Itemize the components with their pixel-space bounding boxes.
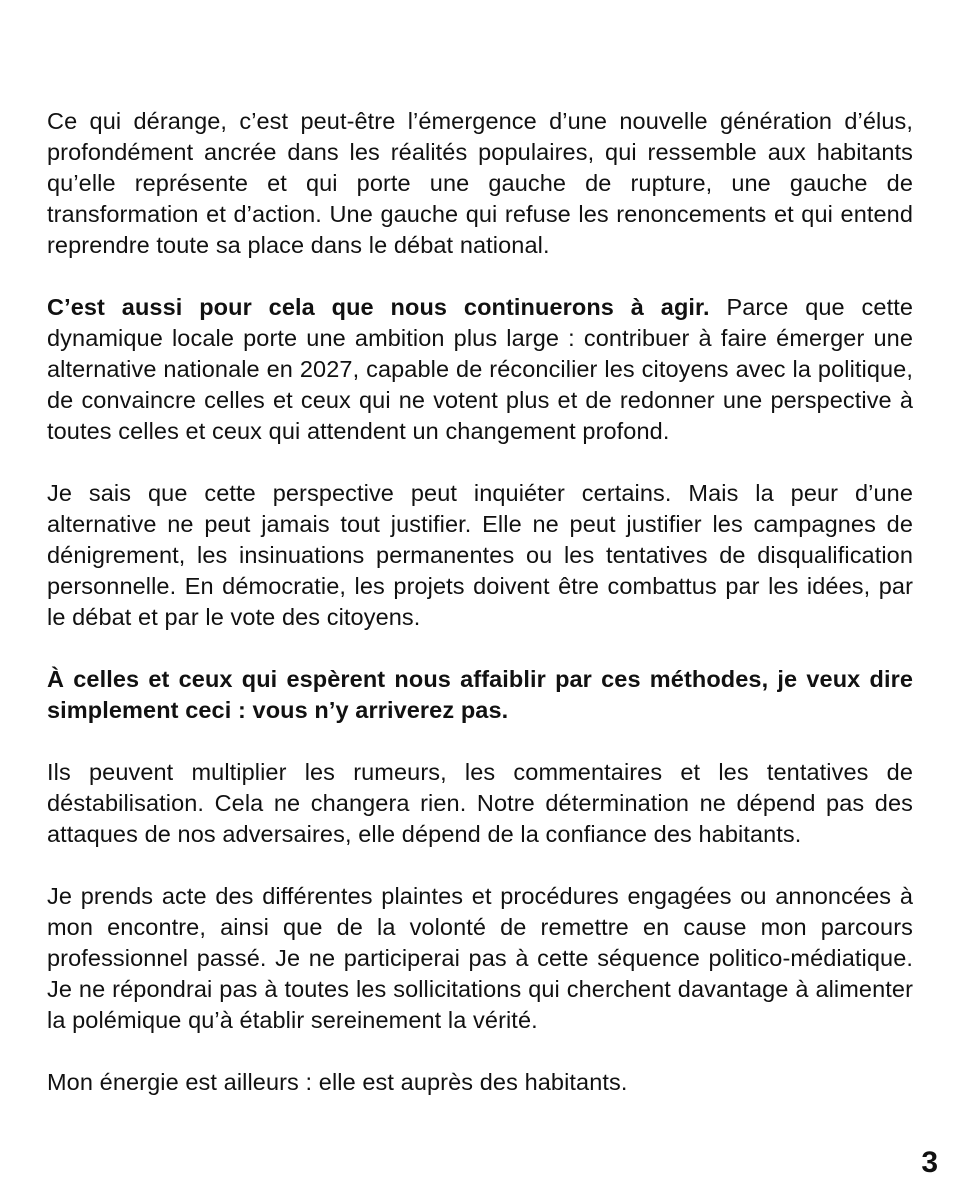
document-body [47,106,913,1129]
paragraph-1-text: Ce qui dérange, c’est peut-être l’émergence d’une nouvelle génération d’élus, profondément ancrée dans les réalités populaires, qui ressemble aux habitants qu’elle représente et qui porte une gauche de rupture, une gauche de transformation et d’action. Une gauche qui refuse les renoncements et qui entend reprendre toute sa place dans le débat national. [47,108,913,258]
paragraph-3-text: Je sais que cette perspective peut inquiéter certains. Mais la peur d’une alternative ne peut jamais tout justifier. Elle ne peut justifier les campagnes de dénigrement, les insinuations permanentes ou les tentatives de disqualification personnelle. En démocratie, les projets doivent être combattus par les idées, par le débat et par le vote des citoyens. [47,480,913,630]
paragraph-4-lead: À celles et ceux qui espèrent nous affaiblir par ces méthodes, je veux dire simplement ceci : vous n’y arriverez pas. [47,666,913,723]
paragraph-6 [47,881,913,1036]
paragraph-7 [47,1067,913,1098]
paragraph-2-lead: C’est aussi pour cela que nous continuerons à agir. [47,294,710,320]
paragraph-6-text: Je prends acte des différentes plaintes et procédures engagées ou annoncées à mon encontre, ainsi que de la volonté de remettre en cause mon parcours professionnel passé. Je ne participerai pas à cette séquence politico-médiatique. Je ne répondrai pas à toutes les sollicitations qui cherchent davantage à alimenter la polémique qu’à établir sereinement la vérité. [47,883,913,1033]
paragraph-2-text: Parce que cette dynamique locale porte une ambition plus large : contribuer à faire émerger une alternative nationale en 2027, capable de réconcilier les citoyens avec la politique, de convaincre celles et ceux qui ne votent plus et de redonner une perspective à toutes celles et ceux qui attendent un changement profond. [47,294,913,444]
paragraph-2 [47,292,913,447]
paragraph-5 [47,757,913,850]
page-number: 3 [921,1146,938,1179]
paragraph-5-text: Ils peuvent multiplier les rumeurs, les commentaires et les tentatives de déstabilisation. Cela ne changera rien. Notre détermination ne dépend pas des attaques de nos adversaires, elle dépend de la confiance des habitants. [47,759,913,847]
paragraph-3 [47,478,913,633]
paragraph-7-text: Mon énergie est ailleurs : elle est auprès des habitants. [47,1069,628,1095]
paragraph-4 [47,664,913,726]
paragraph-1 [47,106,913,261]
